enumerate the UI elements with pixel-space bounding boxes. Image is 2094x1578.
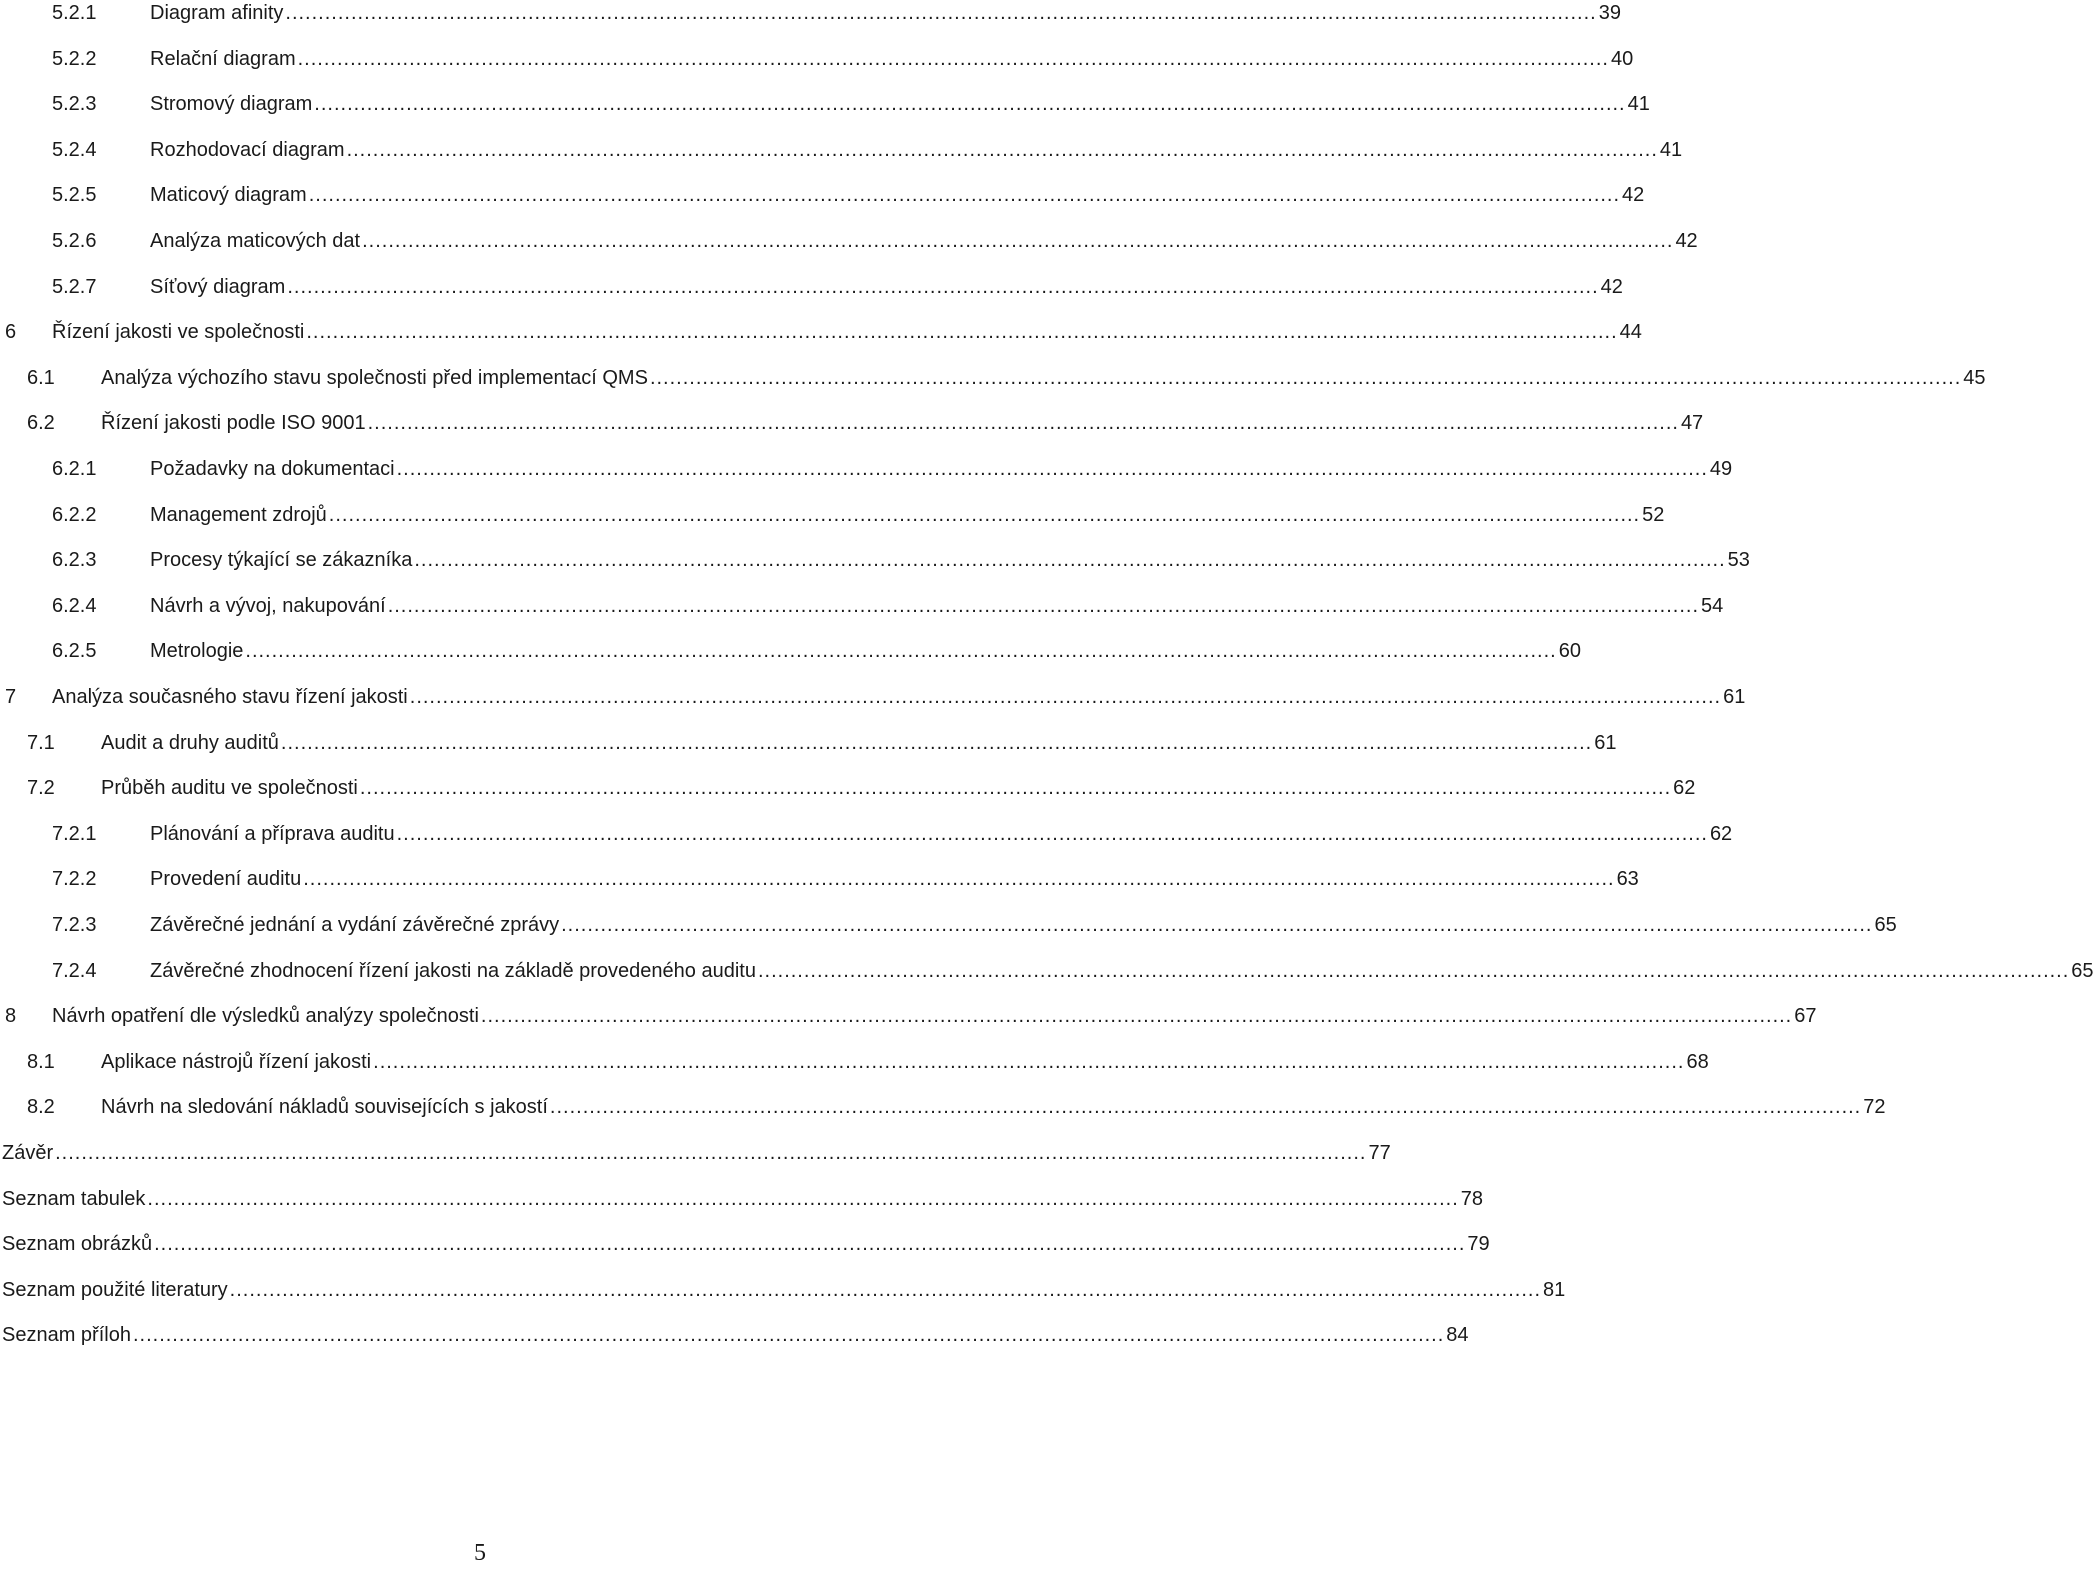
toc-entry-title: Analýza současného stavu řízení jakosti (52, 686, 408, 708)
toc-leader-dots: ........................................................................................................................................................................................................ (396, 822, 1708, 845)
toc-leader-dots: ........................................................................................................................................................................................................ (409, 686, 1722, 708)
toc-entry-page: 41 (1659, 138, 1683, 161)
toc-leader-dots: ........................................................................................................................................................................................................ (414, 549, 1726, 572)
toc-entry[interactable] (0, 1322, 1469, 1362)
toc-entry-title: Závěr (2, 1142, 54, 1164)
toc-entry-page: 39 (1598, 2, 1621, 24)
toc-entry[interactable] (0, 182, 1645, 222)
toc-entry[interactable] (0, 456, 1733, 496)
toc-entry[interactable] (0, 1140, 1391, 1180)
toc-entry-page: 52 (1642, 503, 1665, 526)
toc-leader-dots: ........................................................................................................................................................................................................ (306, 321, 1618, 344)
toc-entry-number: 6.2.4 (52, 594, 97, 617)
toc-entry[interactable] (0, 137, 1683, 177)
toc-entry-title: Diagram afinity (150, 2, 284, 24)
toc-entry[interactable] (0, 502, 1665, 542)
toc-entry-title: Analýza výchozího stavu společnosti před implementací QMS (101, 366, 648, 389)
toc-leader-dots: ........................................................................................................................................................................................................ (303, 868, 1615, 891)
toc-entry-title: Audit a druhy auditů (101, 731, 279, 754)
toc-entry[interactable] (0, 593, 1724, 633)
toc-entry-number: 6.2.5 (52, 640, 97, 663)
toc-entry-page: 84 (1446, 1324, 1469, 1347)
toc-entry-title: Návrh a vývoj, nakupování (150, 594, 386, 617)
toc-entry-number: 6 (5, 321, 17, 344)
toc-leader-dots: ........................................................................................................................................................................................................ (154, 1233, 1466, 1256)
toc-leader-dots: ........................................................................................................................................................................................................ (359, 777, 1672, 800)
toc-entry-number: 6.2 (27, 412, 55, 435)
toc-entry-title: Stromový diagram (150, 93, 313, 116)
toc-entry[interactable] (0, 46, 1634, 86)
toc-entry[interactable] (0, 912, 1897, 952)
toc-leader-dots: ........................................................................................................................................................................................................ (362, 230, 1674, 252)
toc-entry-title: Průběh auditu ve společnosti (101, 777, 358, 800)
toc-entry[interactable] (0, 228, 1698, 268)
toc-entry-number: 5.2.1 (52, 2, 97, 24)
toc-leader-dots: ........................................................................................................................................................................................................ (280, 731, 1593, 754)
toc-entry-number: 7.2.3 (52, 914, 97, 936)
toc-leader-dots: ........................................................................................................................................................................................................ (649, 366, 1962, 389)
toc-entry[interactable] (0, 1277, 1566, 1317)
toc-entry-title: Procesy týkající se zákazníka (150, 549, 413, 572)
toc-entry-page: 60 (1558, 640, 1581, 663)
toc-entry-title: Síťový diagram (150, 275, 286, 298)
toc-entry-title: Relační diagram (150, 47, 296, 70)
toc-entry-number: 7.1 (27, 731, 55, 754)
toc-leader-dots: ........................................................................................................................................................................................................ (328, 503, 1641, 526)
toc-entry-number: 5.2.4 (52, 138, 97, 161)
toc-leader-dots: ........................................................................................................................................................................................................ (285, 2, 1597, 24)
toc-entry-number: 8 (5, 1005, 17, 1028)
toc-entry-number: 6.2.1 (52, 458, 97, 480)
toc-entry-number: 7 (5, 686, 17, 708)
toc-leader-dots: ........................................................................................................................................................................................................ (229, 1278, 1541, 1301)
toc-entry[interactable] (0, 1049, 1709, 1089)
toc-entry[interactable] (0, 684, 1746, 724)
toc-leader-dots: ........................................................................................................................................................................................................ (757, 959, 2070, 982)
toc-entry-page: 72 (1863, 1096, 1886, 1119)
toc-entry-title: Závěrečné zhodnocení řízení jakosti na základě provedeného auditu (150, 959, 756, 982)
toc-entry[interactable] (0, 547, 1750, 587)
toc-entry-page: 40 (1610, 47, 1634, 70)
toc-entry-title: Seznam použité literatury (2, 1278, 228, 1301)
toc-entry-title: Plánování a příprava auditu (150, 822, 395, 845)
toc-leader-dots: ........................................................................................................................................................................................................ (297, 47, 1609, 70)
toc-entry-number: 8.2 (27, 1096, 55, 1119)
toc-entry-page: 65 (2071, 959, 2094, 982)
toc-leader-dots: ........................................................................................................................................................................................................ (132, 1324, 1445, 1347)
toc-leader-dots: ........................................................................................................................................................................................................ (308, 184, 1621, 207)
toc-entry-title: Seznam obrázků (2, 1233, 153, 1256)
toc-entry-page: 63 (1616, 868, 1639, 891)
toc-entry-title: Aplikace nástrojů řízení jakosti (101, 1050, 372, 1073)
toc-entry-title: Řízení jakosti podle ISO 9001 (101, 412, 366, 435)
toc-entry-number: 5.2.7 (52, 275, 97, 298)
toc-leader-dots: ........................................................................................................................................................................................................ (147, 1187, 1459, 1210)
toc-leader-dots: ........................................................................................................................................................................................................ (373, 1050, 1685, 1073)
toc-entry[interactable] (0, 821, 1733, 861)
toc-leader-dots: ........................................................................................................................................................................................................ (367, 412, 1679, 435)
toc-leader-dots: ........................................................................................................................................................................................................ (245, 640, 1557, 663)
toc-entry-page: 54 (1701, 594, 1724, 617)
toc-entry[interactable] (0, 365, 1986, 405)
toc-entry-title: Návrh na sledování nákladů souvisejících s jakostí (101, 1096, 548, 1119)
toc-entry-number: 5.2.2 (52, 47, 97, 70)
toc-leader-dots: ........................................................................................................................................................................................................ (480, 1005, 1793, 1028)
toc-entry-page: 61 (1594, 731, 1617, 754)
toc-entry-page: 81 (1543, 1278, 1566, 1301)
toc-entry-title: Řízení jakosti ve společnosti (52, 321, 305, 344)
toc-entry-page: 49 (1709, 458, 1733, 480)
toc-entry-page: 67 (1794, 1005, 1817, 1028)
toc-entry[interactable] (0, 866, 1639, 906)
toc-entry-number: 6.2.2 (52, 503, 97, 526)
toc-entry-title: Rozhodovací diagram (150, 138, 345, 161)
toc-leader-dots: ........................................................................................................................................................................................................ (561, 914, 1873, 936)
toc-leader-dots: ........................................................................................................................................................................................................ (549, 1096, 1862, 1119)
toc-entry[interactable] (0, 775, 1696, 815)
toc-entry-title: Provedení auditu (150, 868, 302, 891)
toc-entry-page: 42 (1600, 275, 1623, 298)
toc-entry-title: Návrh opatření dle výsledků analýzy společnosti (52, 1005, 479, 1028)
toc-leader-dots: ........................................................................................................................................................................................................ (55, 1142, 1367, 1164)
toc-entry[interactable] (0, 1231, 1490, 1271)
toc-entry-number: 7.2 (27, 777, 55, 800)
toc-entry-page: 79 (1467, 1233, 1490, 1256)
toc-leader-dots: ........................................................................................................................................................................................................ (346, 138, 1658, 161)
toc-entry-number: 5.2.3 (52, 93, 97, 116)
toc-entry[interactable] (0, 91, 1650, 131)
toc-entry-page: 78 (1460, 1187, 1483, 1210)
toc-entry-number: 7.2.2 (52, 868, 97, 891)
toc-entry-page: 68 (1686, 1050, 1709, 1073)
toc-entry[interactable] (0, 638, 1581, 678)
toc-leader-dots: ........................................................................................................................................................................................................ (314, 93, 1626, 116)
toc-entry-title: Seznam tabulek (2, 1187, 146, 1210)
toc-entry-number: 7.2.1 (52, 822, 97, 845)
toc-entry-title: Požadavky na dokumentaci (150, 458, 395, 480)
toc-entry-number: 5.2.5 (52, 184, 97, 207)
toc-entry-title: Analýza maticových dat (150, 230, 361, 252)
toc-entry[interactable] (0, 1003, 1817, 1043)
toc-entry-page: 61 (1723, 686, 1746, 708)
toc-entry-page: 65 (1874, 914, 1897, 936)
toc-entry-title: Management zdrojů (150, 503, 327, 526)
toc-entry[interactable] (0, 730, 1617, 770)
toc-entry[interactable] (0, 958, 2094, 998)
toc-entry-title: Seznam příloh (2, 1324, 131, 1347)
toc-entry-number: 8.1 (27, 1050, 55, 1073)
toc-leader-dots: ........................................................................................................................................................................................................ (396, 458, 1708, 480)
toc-entry[interactable] (0, 0, 1621, 40)
toc-entry-number: 6.2.3 (52, 549, 97, 572)
toc-entry-page: 42 (1675, 230, 1698, 252)
toc-entry[interactable] (0, 1094, 1886, 1134)
toc-entry-number: 6.1 (27, 366, 55, 389)
toc-leader-dots: ........................................................................................................................................................................................................ (287, 275, 1599, 298)
toc-entry-page: 53 (1727, 549, 1750, 572)
toc-entry-number: 5.2.6 (52, 230, 97, 252)
toc-entry-page: 42 (1622, 184, 1645, 207)
toc-entry[interactable] (0, 274, 1623, 314)
toc-entry-page: 45 (1963, 366, 1986, 389)
toc-entry-page: 62 (1673, 777, 1696, 800)
toc-entry-title: Metrologie (150, 640, 244, 663)
toc-entry-number: 7.2.4 (52, 959, 97, 982)
toc-entry-page: 41 (1627, 93, 1650, 116)
toc-entry-title: Maticový diagram (150, 184, 307, 207)
toc-entry-page: 47 (1680, 412, 1704, 435)
toc-entry-page: 62 (1709, 822, 1733, 845)
toc-entry-page: 77 (1368, 1142, 1391, 1164)
toc-entry-title: Závěrečné jednání a vydání závěrečné zprávy (150, 914, 560, 936)
toc-entry[interactable] (0, 319, 1642, 359)
page-number: 5 (474, 1540, 486, 1566)
toc-entry[interactable] (0, 410, 1704, 450)
toc-leader-dots: ........................................................................................................................................................................................................ (387, 594, 1700, 617)
toc-entry[interactable] (0, 1186, 1483, 1226)
toc-entry-page: 44 (1619, 321, 1642, 344)
